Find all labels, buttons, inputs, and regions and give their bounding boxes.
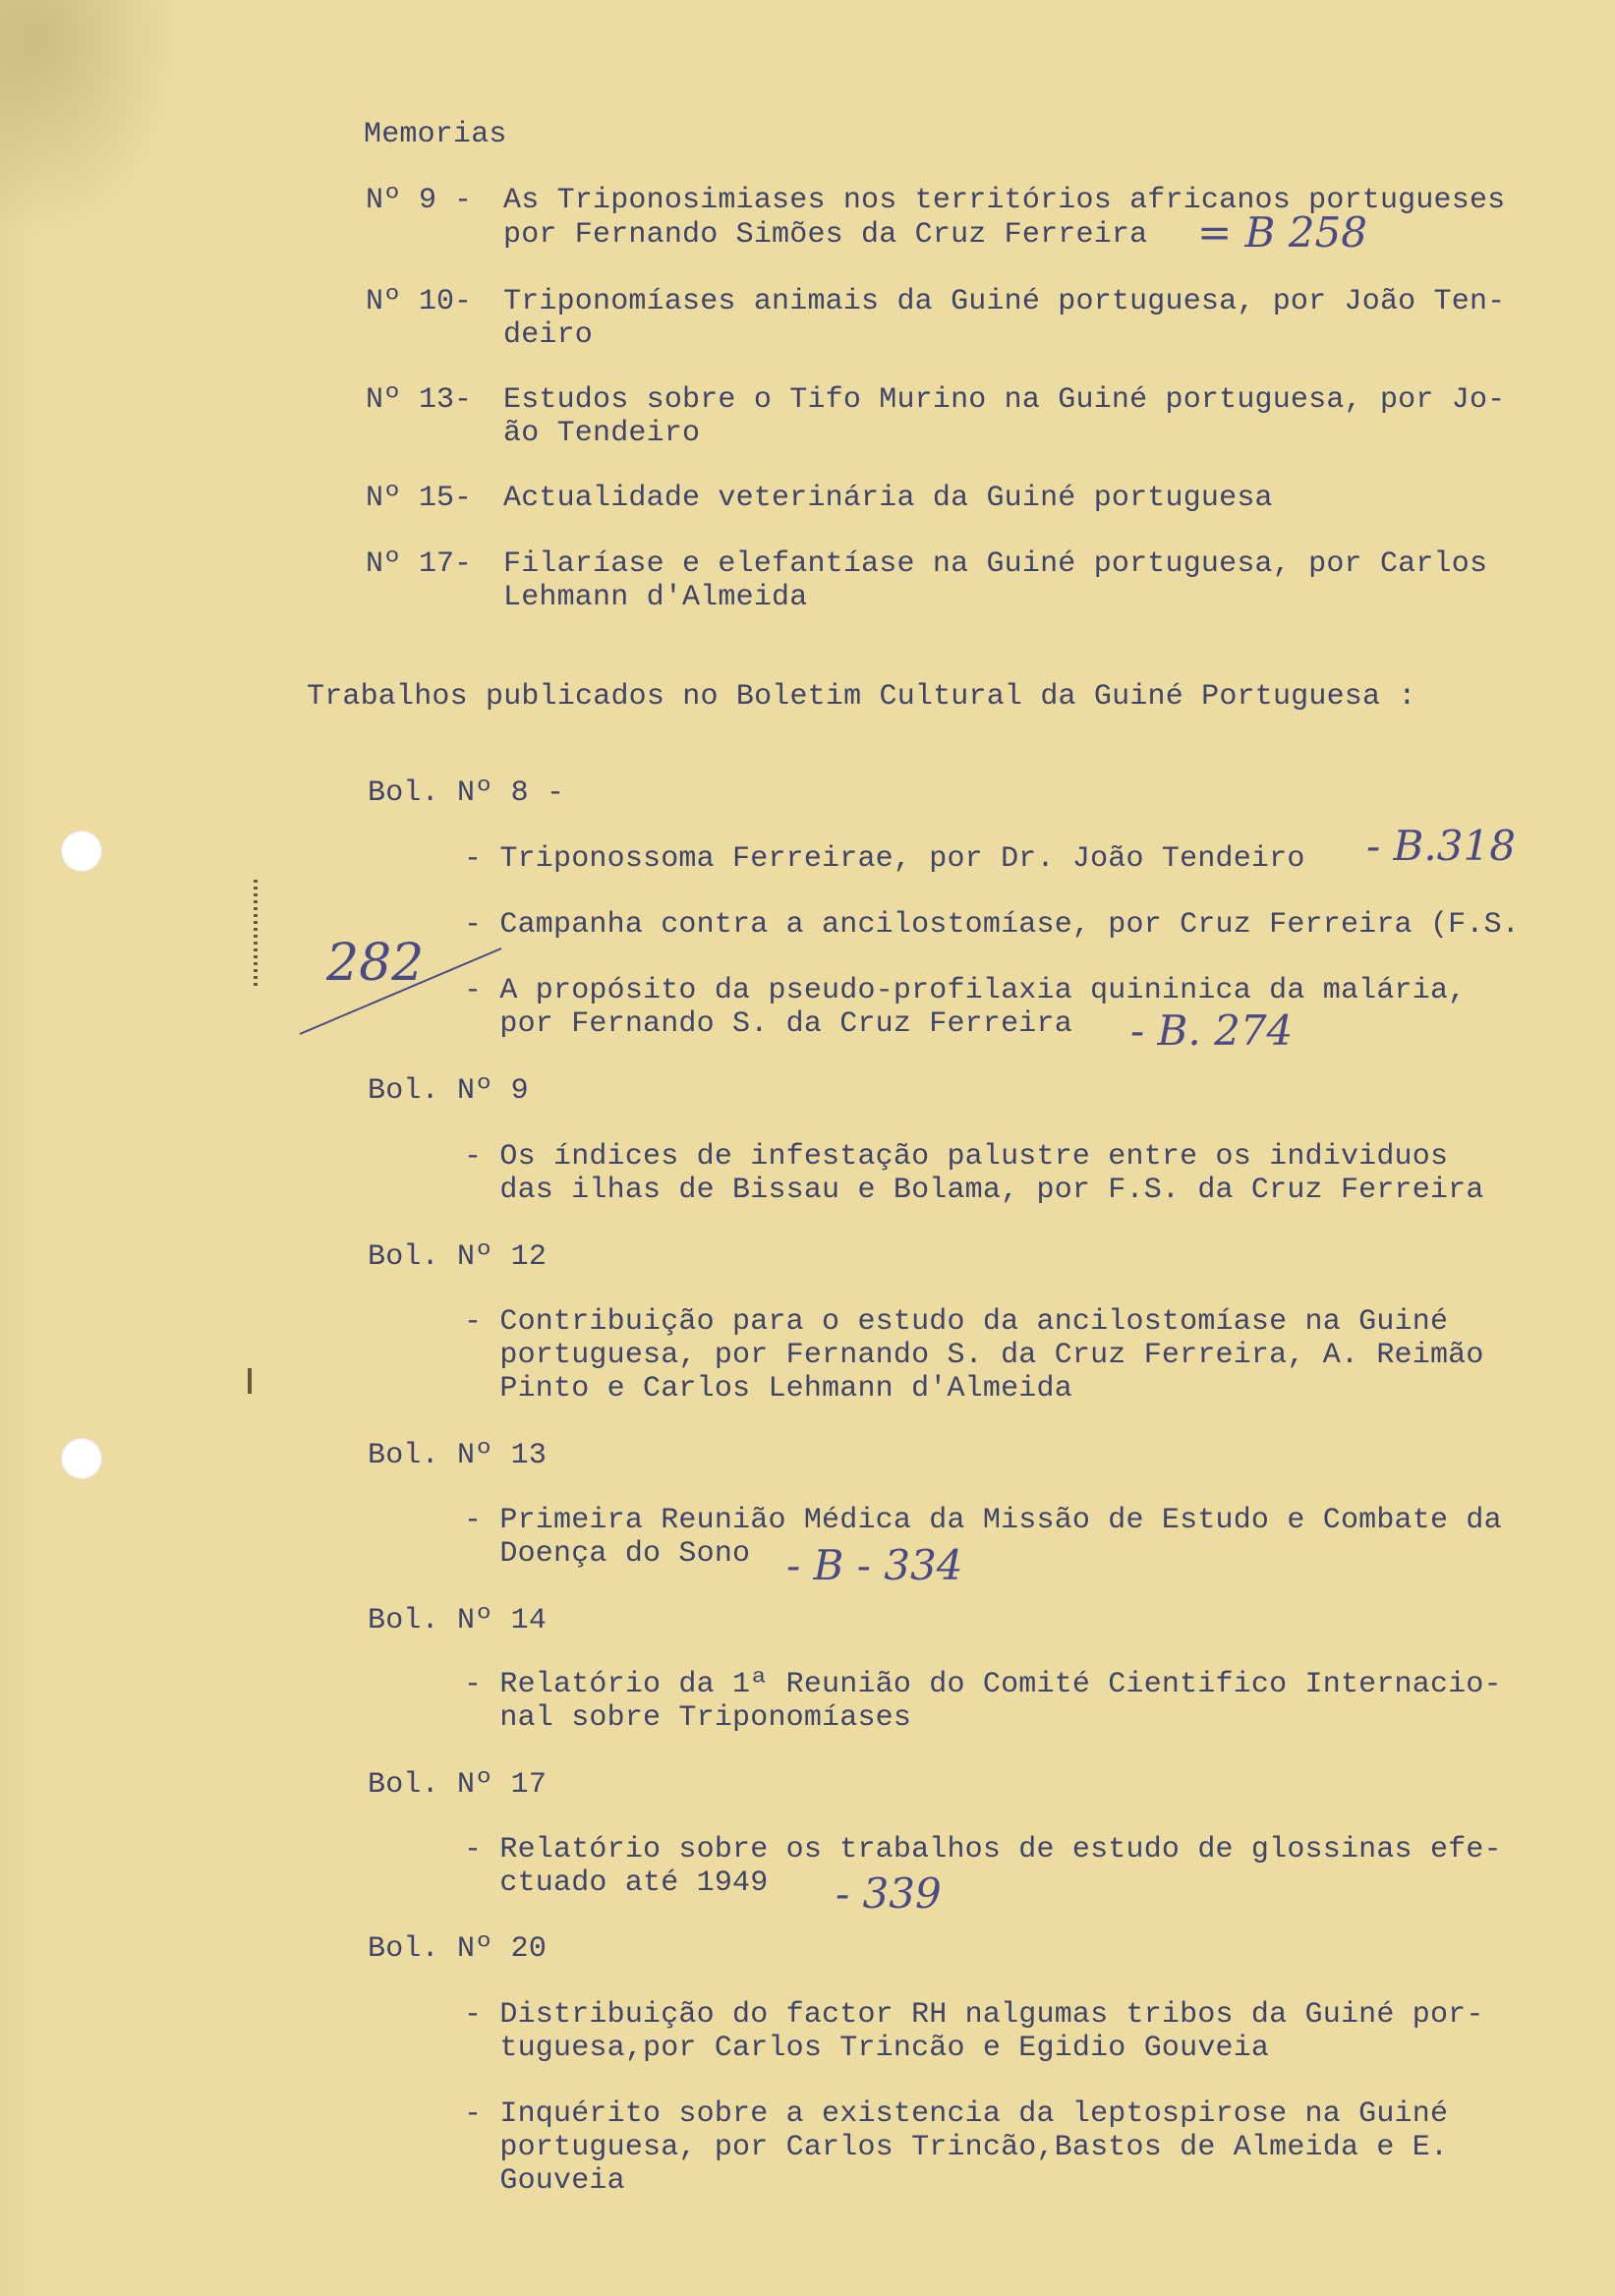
boletim-label: Bol. Nº 9 xyxy=(368,1074,529,1108)
boletim-label: Bol. Nº 17 xyxy=(368,1768,548,1802)
handwritten-annotation: - B.318 xyxy=(1366,822,1516,870)
boletim-item-line: Doença do Sono xyxy=(464,1537,751,1571)
memoria-number: Nº 13- xyxy=(366,383,473,417)
memoria-number: Nº 9 - xyxy=(366,184,473,217)
memoria-line: Lehmann d'Almeida xyxy=(503,581,808,614)
boletim-item-line: ctuado até 1949 xyxy=(464,1866,769,1900)
memorias-heading: Memorias xyxy=(364,118,507,151)
boletim-item-line: nal sobre Triponomíases xyxy=(464,1701,912,1735)
memoria-number: Nº 15- xyxy=(366,482,473,515)
boletim-item-line: portuguesa, por Fernando S. da Cruz Ferreira, A. Reimão xyxy=(464,1339,1484,1372)
boletim-label: Bol. Nº 13 xyxy=(368,1439,548,1472)
memoria-line: As Triponosimiases nos territórios africanos portugueses xyxy=(503,184,1506,217)
handwritten-annotation: - 339 xyxy=(836,1869,942,1918)
ink-mark xyxy=(246,880,265,988)
boletim-item-line: - Triponossoma Ferreirae, por Dr. João Tendeiro xyxy=(464,842,1305,876)
punch-hole xyxy=(61,1438,102,1479)
memoria-number: Nº 17- xyxy=(366,547,473,581)
boletim-item-line: - A propósito da pseudo-profilaxia quininica da malária, xyxy=(464,974,1467,1007)
ink-mark xyxy=(242,1366,258,1396)
boletim-label: Bol. Nº 20 xyxy=(368,1932,548,1966)
handwritten-annotation: 282 xyxy=(326,934,425,993)
boletim-item-line: - Relatório sobre os trabalhos de estudo de glossinas efe- xyxy=(464,1833,1502,1866)
boletim-item-line: - Contribuição para o estudo da ancilostomíase na Guiné xyxy=(464,1305,1449,1339)
memoria-line: Estudos sobre o Tifo Murino na Guiné portuguesa, por Jo- xyxy=(503,383,1506,417)
boletim-item-line: - Os índices de infestação palustre entre os individuos xyxy=(464,1140,1449,1174)
memoria-line: Actualidade veterinária da Guiné portuguesa xyxy=(503,482,1273,515)
punch-hole xyxy=(61,831,102,872)
memoria-line: Triponomíases animais da Guiné portuguesa, por João Ten- xyxy=(503,285,1506,318)
handwritten-annotation: = B 258 xyxy=(1197,208,1367,257)
boletim-item-line: - Inquérito sobre a existencia da leptospirose na Guiné xyxy=(464,2097,1449,2131)
handwritten-stroke xyxy=(295,944,511,1042)
boletim-item-line: Gouveia xyxy=(464,2164,625,2198)
memoria-line: ão Tendeiro xyxy=(503,417,701,450)
boletim-item-line: - Primeira Reunião Médica da Missão de Estudo e Combate da xyxy=(464,1504,1502,1537)
boletim-item-line: - Campanha contra a ancilostomíase, por Cruz Ferreira (F.S. xyxy=(464,908,1520,942)
boletim-label: Bol. Nº 12 xyxy=(368,1240,548,1274)
section-title: Trabalhos publicados no Boletim Cultural da Guiné Portuguesa : xyxy=(307,680,1416,714)
boletim-item-line: Pinto e Carlos Lehmann d'Almeida xyxy=(464,1372,1072,1406)
boletim-item-line: tuguesa,por Carlos Trincão e Egidio Gouveia xyxy=(464,2032,1270,2065)
boletim-item-line: - Distribuição do factor RH nalgumas tribos da Guiné por- xyxy=(464,1998,1484,2032)
boletim-label: Bol. Nº 14 xyxy=(368,1604,548,1637)
boletim-item-line: - Relatório da 1ª Reunião do Comité Cientifico Internacio- xyxy=(464,1668,1502,1701)
boletim-item-line: portuguesa, por Carlos Trincão,Bastos de Almeida e E. xyxy=(464,2131,1449,2164)
boletim-item-line: das ilhas de Bissau e Bolama, por F.S. da Cruz Ferreira xyxy=(464,1174,1484,1207)
handwritten-annotation: - B - 334 xyxy=(786,1541,963,1589)
memoria-line: por Fernando Simões da Cruz Ferreira xyxy=(503,218,1148,252)
memoria-line: Filaríase e elefantíase na Guiné portuguesa, por Carlos xyxy=(503,547,1488,581)
memoria-number: Nº 10- xyxy=(366,285,473,318)
handwritten-annotation: - B. 274 xyxy=(1130,1006,1294,1055)
boletim-item-line: por Fernando S. da Cruz Ferreira xyxy=(464,1007,1072,1041)
memoria-line: deiro xyxy=(503,318,594,352)
boletim-label: Bol. Nº 8 - xyxy=(368,776,565,810)
